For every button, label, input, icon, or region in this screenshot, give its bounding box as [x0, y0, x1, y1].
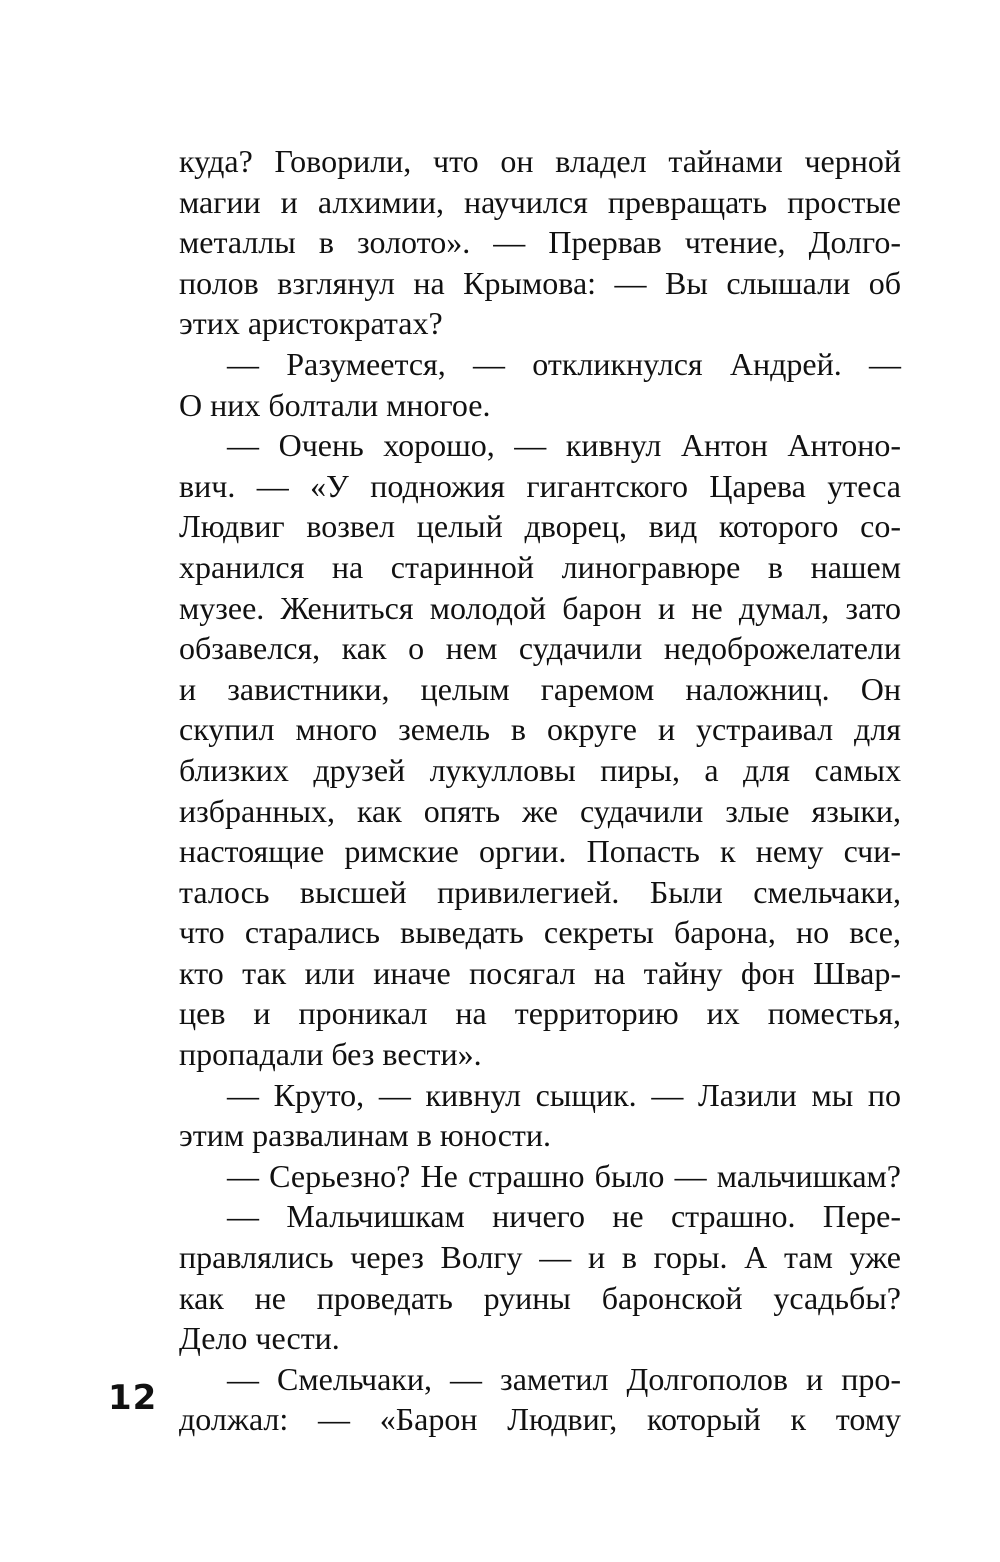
text-line: этих аристократах?: [179, 305, 443, 342]
text-line: магии и алхимии, научился превращать простые: [179, 183, 901, 220]
text-line: полов взглянул на Крымова: — Вы слышали об: [179, 264, 901, 301]
text-line: О них болтали многое.: [179, 386, 491, 423]
text-line: вич. — «У подножия гигантского Царева утеса: [179, 467, 901, 504]
text-line: металлы в золото». — Прервав чтение, Долго-: [179, 224, 901, 261]
text-line: Дело чести.: [179, 1320, 340, 1357]
text-line: этим развалинам в юности.: [179, 1117, 552, 1154]
text-line: — Очень хорошо, — кивнул Антон Антоно-: [227, 427, 901, 464]
text-line: Людвиг возвел целый дворец, вид которого со-: [179, 508, 901, 545]
text-line: настоящие римские оргии. Попасть к нему счи-: [179, 833, 901, 870]
page-number: 12: [108, 1378, 158, 1418]
text-line: избранных, как опять же судачили злые языки,: [179, 792, 901, 829]
text-line: — Серьезно? Не страшно было — мальчишкам?: [227, 1157, 901, 1194]
text-line: пропадали без вести».: [179, 1036, 482, 1073]
text-line: как не проведать руины баронской усадьбы?: [179, 1279, 901, 1316]
text-line: талось высшей привилегией. Были смельчаки,: [179, 873, 901, 910]
text-line: музее. Жениться молодой барон и не думал, зато: [179, 589, 901, 626]
text-line: что старались выведать секреты барона, но все,: [179, 914, 901, 951]
text-line: правлялись через Волгу — и в горы. А там уже: [179, 1239, 901, 1276]
text-line: и завистники, целым гаремом наложниц. Он: [179, 670, 901, 707]
text-line: куда? Говорили, что он владел тайнами черной: [179, 143, 901, 179]
text-line: обзавелся, как о нем судачили недоброжелатели: [179, 630, 901, 667]
text-line: скупил много земель в округе и устраивал для: [179, 711, 901, 748]
text-line: близких друзей лукулловы пиры, а для самых: [179, 751, 901, 788]
text-line: — Разумеется, — откликнулся Андрей. —: [227, 345, 901, 382]
text-line: цев и проникал на территорию их поместья,: [179, 995, 901, 1032]
text-line: — Мальчишкам ничего не страшно. Пере-: [227, 1198, 901, 1235]
text-line: — Смельчаки, — заметил Долгополов и про-: [227, 1360, 901, 1397]
text-line: кто так или иначе посягал на тайну фон Швар-: [179, 954, 901, 991]
text-line: хранился на старинной линогравюре в нашем: [179, 548, 901, 585]
text-line: должал: — «Барон Людвиг, который к тому: [179, 1401, 901, 1438]
page-body-text: [179, 141, 901, 1440]
text-line: — Круто, — кивнул сыщик. — Лазили мы по: [227, 1076, 901, 1113]
